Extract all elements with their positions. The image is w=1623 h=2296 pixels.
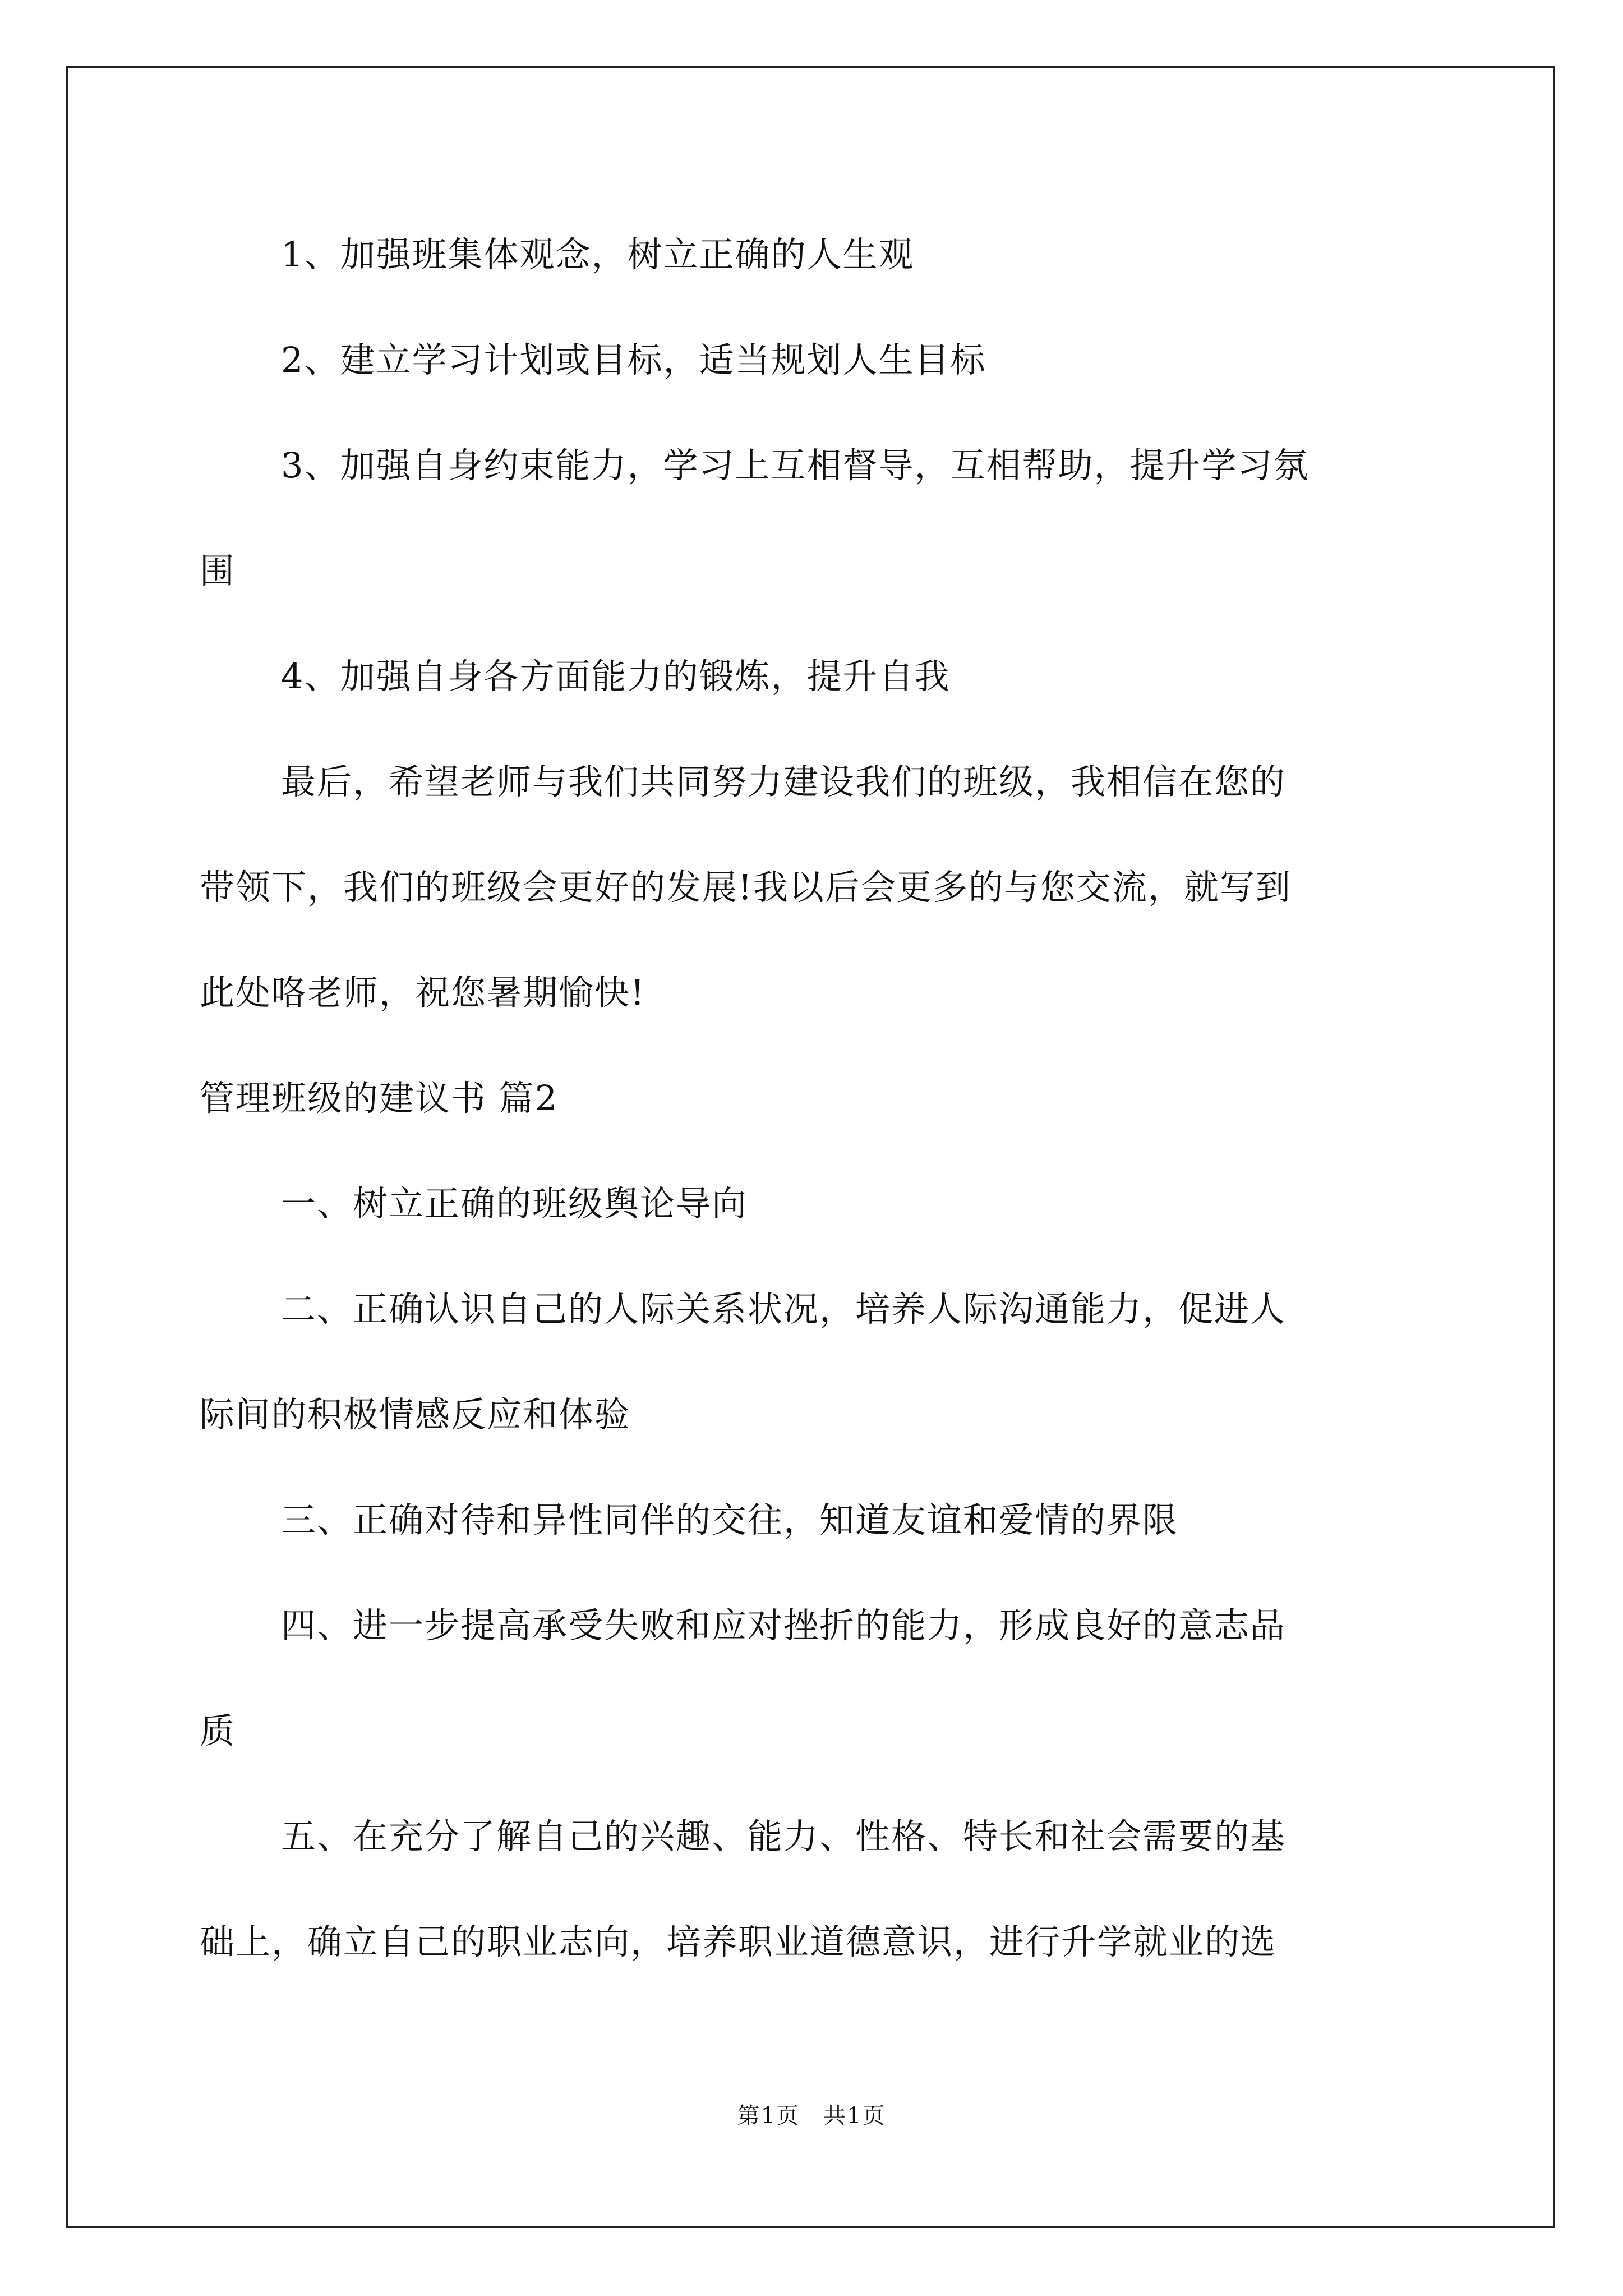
paragraph-line: 际间的积极情感反应和体验 <box>200 1394 631 1435</box>
paragraph-line: 1、加强班集体观念，树立正确的人生观 <box>281 234 915 275</box>
paragraph-line: 带领下，我们的班级会更好的发展!我以后会更多的与您交流，就写到 <box>200 867 1292 908</box>
paragraph-line: 二、正确认识自己的人际关系状况，培养人际沟通能力，促进人 <box>281 1289 1287 1329</box>
paragraph-line: 2、建立学习计划或目标，适当规划人生目标 <box>281 339 986 380</box>
paragraph-line: 4、加强自身各方面能力的锻炼，提升自我 <box>281 656 951 697</box>
paragraph-line: 围 <box>200 550 236 591</box>
section-heading: 管理班级的建议书 篇2 <box>200 1078 559 1119</box>
page-footer: 第1页 共1页 <box>737 2103 886 2129</box>
paragraph-line: 一、树立正确的班级舆论导向 <box>281 1183 748 1224</box>
paragraph-line: 3、加强自身约束能力，学习上互相督导，互相帮助，提升学习氛 <box>281 445 1310 486</box>
paragraph-line: 五、在充分了解自己的兴趣、能力、性格、特长和社会需要的基 <box>281 1816 1287 1857</box>
paragraph-line: 质 <box>200 1710 236 1751</box>
paragraph-line: 础上，确立自己的职业志向，培养职业道德意识，进行升学就业的选 <box>200 1921 1277 1962</box>
paragraph-line: 此处咯老师，祝您暑期愉快! <box>200 972 645 1013</box>
paragraph-line: 四、进一步提高承受失败和应对挫折的能力，形成良好的意志品 <box>281 1605 1287 1646</box>
document-body <box>200 202 1433 1995</box>
paragraph-line: 最后，希望老师与我们共同努力建设我们的班级，我相信在您的 <box>281 761 1287 802</box>
paragraph-line: 三、正确对待和异性同伴的交往，知道友谊和爱情的界限 <box>281 1499 1179 1540</box>
